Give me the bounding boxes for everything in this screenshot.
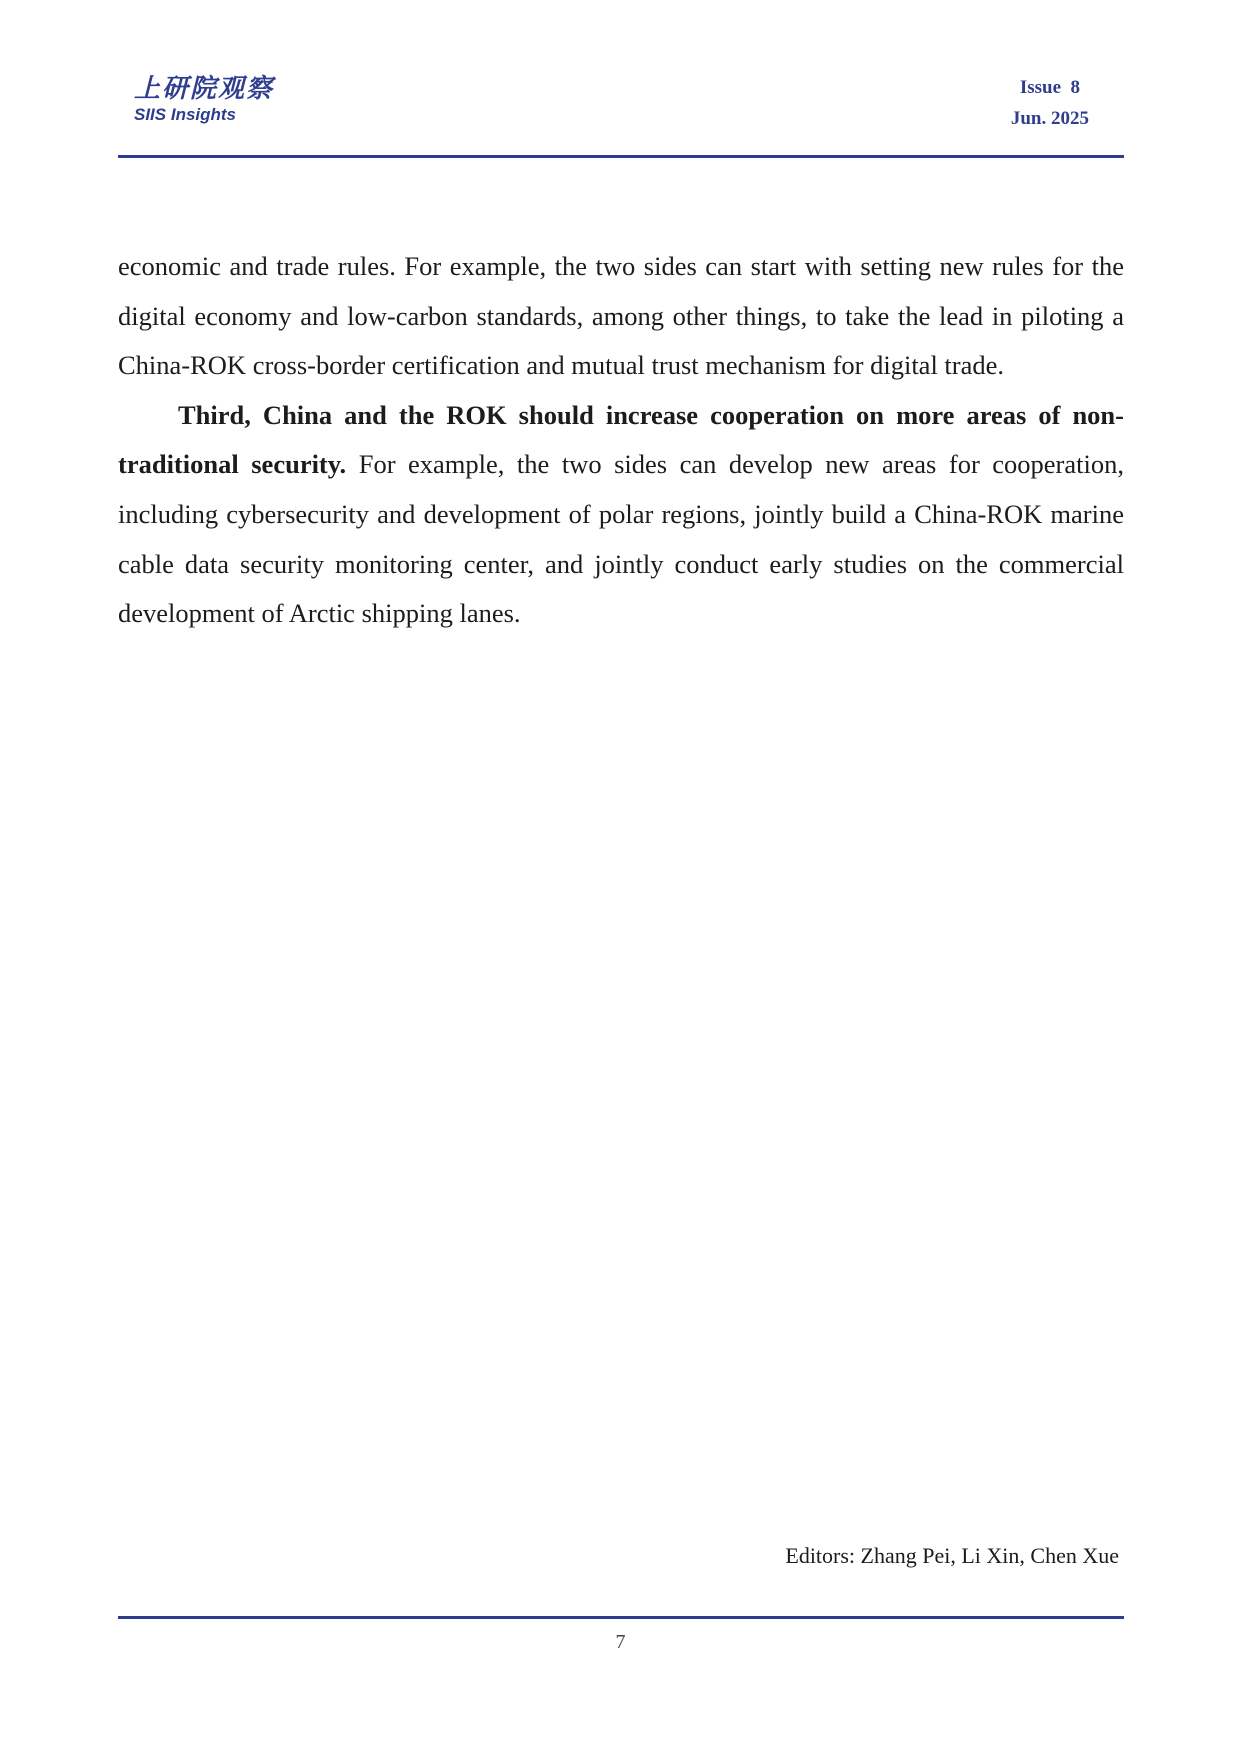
paragraph-1: economic and trade rules. For example, the two sides can start with setting new rules for the digital economy and low-carbon standards, among other things, to take the lead in piloting a China-ROK cross-border certification and mutual trust mechanism for digital trade. [118, 251, 1124, 381]
editors-credit: Editors: Zhang Pei, Li Xin, Chen Xue [785, 1543, 1119, 1568]
footer-divider [118, 1616, 1124, 1619]
header-divider [118, 155, 1124, 158]
logo-chinese-title: 上研院观察 [134, 74, 275, 104]
page-number: 7 [615, 1631, 626, 1653]
siis-logo [134, 74, 354, 125]
paragraph-2 [118, 391, 1124, 639]
article-body [118, 242, 1124, 639]
issue-number: Issue 8 [1019, 77, 1081, 98]
paragraph-2-lead: Third, China and the ROK should increase cooperation on more areas of non-traditional security. [118, 399, 1124, 480]
issue-info [1011, 72, 1089, 134]
issue-date: Jun. 2025 [1010, 108, 1089, 129]
paragraph-2-rest: For example, the two sides can develop new areas for cooperation, including cybersecurity and development of polar regions, jointly build a China-ROK marine cable data security monitoring center, and jointly conduct early studies on the commercial development of Arctic shipping lanes. [118, 449, 1124, 629]
logo-english-title: SIIS Insights [134, 105, 237, 124]
